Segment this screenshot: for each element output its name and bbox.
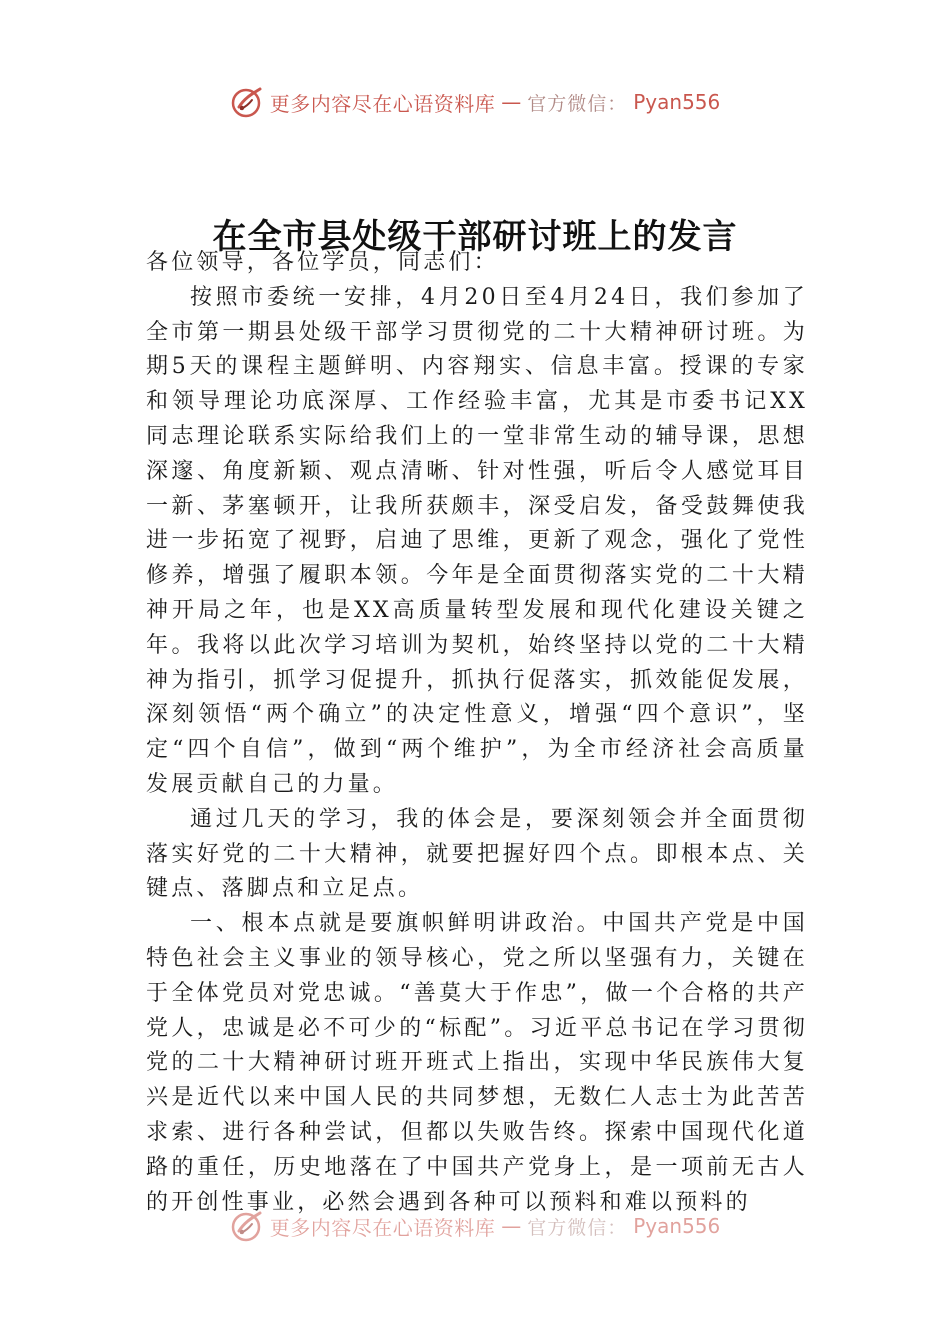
paragraph: 通过几天的学习，我的体会是，要深刻领会并全面贯彻落实好党的二十大精神，就要把握好四个点。即根本点、关键点、落脚点和立足点。 [146, 806, 808, 902]
watermark-separator: — [501, 1214, 522, 1238]
paragraph: 按照市委统一安排，4月20日至4月24日，我们参加了全市第一期县处级干部学习贯彻党的二十大精神研讨班。为期5天的课程主题鲜明、内容翔实、信息丰富。授课的专家和领导理论功底深厚、工作经验丰富，尤其是市委书记XX同志理论联系实际给我们上的一堂非常生动的辅导课，思想深邃、角度新颖、观点清晰、针对性强，听后令人感觉耳目一新、茅塞顿开，让我所获颇丰，深受启发，备受鼓舞使我进一步拓宽了视野，启迪了思维，更新了观念，强化了党性修养，增强了履职本领。今年是全面贯彻落实党的二十大精神开局之年，也是XX高质量转型发展和现代化建设关键之年。我将以此次学习培训为契机，始终坚持以党的二十大精神为指引，抓学习促提升，抓执行促落实，抓效能促发展，深刻领悟“两个确立”的决定性意义，增强“四个意识”，坚定“四个自信”，做到“两个维护”，为全市经济社会高质量发展贡献自己的力量。 [146, 284, 808, 797]
watermark-wechat-label: 官方微信： [527, 92, 628, 115]
watermark-wechat-id: Pyan556 [633, 90, 721, 114]
watermark-separator: — [501, 90, 522, 114]
brush-logo-icon [230, 1209, 264, 1243]
watermark-text: 更多内容尽在心语资料库 [269, 91, 496, 116]
watermark-banner-bottom [0, 1206, 950, 1246]
watermark-wechat-label: 官方微信： [527, 1216, 628, 1239]
document-title: 在全市县处级干部研讨班上的发言 [212, 216, 738, 257]
watermark-text: 更多内容尽在心语资料库 [269, 1215, 496, 1240]
watermark-wechat-id: Pyan556 [633, 1214, 721, 1238]
salutation: 各位领导，各位学员，同志们： [146, 250, 499, 275]
paragraph: 一、根本点就是要旗帜鲜明讲政治。中国共产党是中国特色社会主义事业的领导核心，党之所以坚强有力，关键在于全体党员对党忠诚。“善莫大于作忠”，做一个合格的共产党人，忠诚是必不可少的“标配”。习近平总书记在学习贯彻党的二十大精神研讨班开班式上指出，实现中华民族伟大复兴是近代以来中国人民的共同梦想，无数仁人志士为此苦苦求索、进行各种尝试，但都以失败告终。探索中国现代化道路的重任，历史地落在了中国共产党身上，是一项前无古人的开创性事业，必然会遇到各种可以预料和难以预料的 [146, 911, 808, 1214]
document-body [146, 246, 808, 1214]
